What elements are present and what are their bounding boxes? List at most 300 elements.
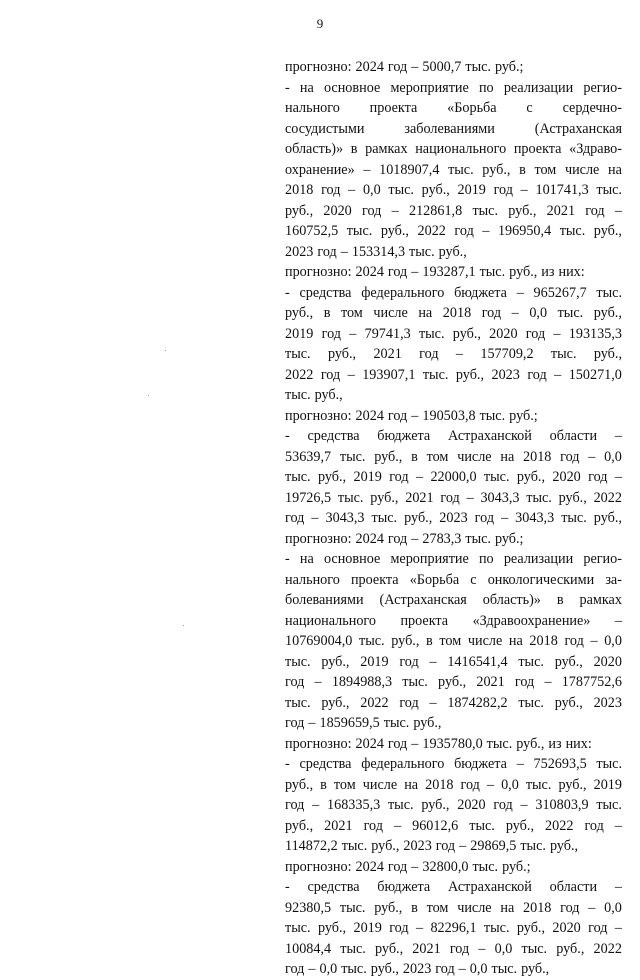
text-word: основное xyxy=(323,79,381,96)
text-word: руб., xyxy=(509,264,538,280)
text-word: - xyxy=(285,79,290,96)
text-word: 153314,3 xyxy=(351,243,406,260)
text-word: год xyxy=(525,325,546,342)
text-word: 2019 xyxy=(457,182,486,198)
text-word: – xyxy=(349,325,357,342)
text-word: – xyxy=(554,366,562,383)
text-word: – xyxy=(411,858,419,875)
text-word: 92380,5 xyxy=(285,899,332,916)
text-word: руб., xyxy=(380,223,409,239)
text-word: - xyxy=(285,284,290,301)
text-word: 2018 xyxy=(285,182,314,198)
text-word: 101741,3 xyxy=(535,182,589,198)
text-word: с xyxy=(470,571,477,588)
text-word: тыс. xyxy=(346,223,373,239)
text-word: год xyxy=(285,961,305,977)
text-word: – xyxy=(411,407,419,424)
text-word: 3043,3 xyxy=(480,489,520,506)
text-word: заболеваниями xyxy=(404,120,495,137)
text-word: 1935780,0 xyxy=(422,735,483,752)
text-word: бюджета xyxy=(377,428,431,444)
text-line xyxy=(285,406,622,427)
text-word: руб., xyxy=(549,838,579,854)
text-line xyxy=(285,918,622,939)
text-word: руб., xyxy=(521,961,550,977)
text-line xyxy=(285,734,622,755)
text-word: 2020 xyxy=(457,797,486,813)
text-word: тыс. xyxy=(521,940,548,957)
text-word: – xyxy=(311,510,319,526)
text-word: 2020 xyxy=(489,325,518,342)
text-word: – xyxy=(516,756,524,772)
text-word: проекта xyxy=(400,612,449,629)
text-word: год xyxy=(389,469,409,485)
text-word: 3043,3 xyxy=(515,510,555,526)
text-word: руб., xyxy=(508,202,537,219)
text-line xyxy=(285,508,622,529)
text-word: руб., xyxy=(370,961,399,977)
text-word: год xyxy=(460,776,480,793)
text-line xyxy=(285,570,622,591)
text-word: 2023 xyxy=(593,694,622,711)
text-word: год xyxy=(389,920,409,936)
text-word: 0,0 xyxy=(494,940,513,957)
text-word: бюджета xyxy=(454,756,507,772)
text-word: 3043,3 xyxy=(325,510,365,526)
text-word: 190503,8 xyxy=(422,407,476,424)
text-word: мероприятие xyxy=(390,551,469,567)
text-line xyxy=(285,529,622,550)
text-line xyxy=(285,98,622,119)
text-word: тыс. xyxy=(337,489,364,506)
text-word: - xyxy=(285,879,290,895)
text-word: - xyxy=(285,428,290,444)
text-word: тыс. xyxy=(518,694,544,711)
text-word: руб., xyxy=(375,940,404,957)
text-word: 2018 xyxy=(523,899,552,916)
text-word: – xyxy=(516,284,524,301)
text-word: 2021 xyxy=(412,940,441,957)
text-word: 168335,3 xyxy=(327,797,381,813)
text-word: год xyxy=(527,366,547,383)
text-word: год xyxy=(440,489,460,506)
text-word: проекта xyxy=(369,100,418,116)
text-word: – xyxy=(614,920,622,936)
text-word: руб., xyxy=(505,817,534,834)
text-line xyxy=(285,262,622,283)
text-word: – xyxy=(511,305,519,321)
text-word: руб., xyxy=(314,387,343,403)
text-word: руб., xyxy=(317,920,347,936)
text-word: – xyxy=(411,530,419,547)
text-word: руб., xyxy=(558,489,587,506)
text-line xyxy=(285,939,622,960)
text-word: руб., xyxy=(285,305,314,321)
text-word: тыс. xyxy=(285,346,311,362)
text-word: 2024 xyxy=(355,530,384,547)
text-word: регио- xyxy=(583,79,622,96)
text-word: 79741,3 xyxy=(364,325,411,342)
text-word: 96012,6 xyxy=(412,817,459,834)
text-word: год xyxy=(481,305,502,321)
text-word: руб., xyxy=(593,510,622,526)
text-word: 19726,5 xyxy=(285,489,332,506)
text-word: год xyxy=(493,182,513,198)
text-word: руб.; xyxy=(502,858,531,875)
text-word: – xyxy=(588,899,596,916)
text-word: год xyxy=(454,223,474,239)
text-line xyxy=(285,447,622,468)
text-word: год xyxy=(493,797,513,813)
text-word: 193287,1 xyxy=(422,264,476,280)
text-word: год xyxy=(387,858,408,875)
text-word: – xyxy=(411,59,419,75)
text-line xyxy=(285,877,622,898)
text-word: год xyxy=(449,940,470,957)
text-word: год xyxy=(363,817,383,834)
text-word: тыс. xyxy=(285,387,311,403)
text-word: год xyxy=(399,653,419,670)
text-word: 10769004,0 xyxy=(285,633,353,649)
text-word: – xyxy=(347,366,355,383)
text-word: руб., xyxy=(285,776,314,793)
text-word: год xyxy=(387,59,408,75)
text-line xyxy=(285,201,622,222)
text-word: 196950,4 xyxy=(497,223,552,239)
text-word: – xyxy=(614,469,622,485)
text-word: в xyxy=(350,141,358,157)
text-word: 193135,3 xyxy=(568,325,622,342)
text-word: в xyxy=(411,899,418,916)
text-word: тыс. xyxy=(486,735,513,752)
text-word: – xyxy=(429,653,437,670)
text-word: 2022 xyxy=(593,489,622,506)
text-word: 157709,2 xyxy=(480,346,534,362)
text-word: руб., xyxy=(321,653,350,670)
text-line xyxy=(285,303,622,324)
text-word: руб., xyxy=(413,715,442,731)
text-word: прогнозно: xyxy=(285,530,352,547)
text-word: – xyxy=(411,735,419,752)
text-word: тыс. xyxy=(387,797,414,813)
text-word: реализации xyxy=(503,79,574,96)
text-word: онкологическими xyxy=(487,571,595,588)
text-word: 2024 xyxy=(355,264,384,280)
text-word: 2022 xyxy=(360,694,389,711)
text-word: федерального xyxy=(361,284,445,301)
text-word: прогнозно: xyxy=(285,735,352,752)
text-word: год xyxy=(399,694,419,711)
text-word: тыс. xyxy=(526,489,552,506)
text-word: тыс. xyxy=(483,469,510,485)
text-word: руб., xyxy=(374,448,403,465)
text-word: руб., xyxy=(404,510,433,526)
text-word: тыс. xyxy=(383,715,410,731)
text-word: – xyxy=(312,797,320,813)
text-line xyxy=(285,160,622,181)
text-word: числе xyxy=(457,448,492,465)
text-word: – xyxy=(614,817,622,834)
text-word: (Астраханская xyxy=(379,592,467,608)
text-word: руб., xyxy=(593,305,622,321)
text-word: 1894988,3 xyxy=(331,674,393,690)
text-word: 0,0 xyxy=(604,899,622,916)
text-word: – xyxy=(466,489,474,506)
text-word: с xyxy=(526,100,533,116)
text-word: 2024 xyxy=(355,858,384,875)
text-word: за- xyxy=(605,571,622,588)
text-word: средства xyxy=(307,428,360,444)
text-word: бюджета xyxy=(454,284,507,301)
text-word: тыс. xyxy=(491,961,518,977)
text-word: 0,0 xyxy=(604,448,622,465)
text-line xyxy=(285,816,622,837)
text-word: тыс. xyxy=(557,305,584,321)
text-word: – xyxy=(455,346,463,362)
text-word: – xyxy=(393,817,402,834)
text-word: тыс. xyxy=(479,264,506,280)
text-word: 2019 xyxy=(360,653,389,670)
text-line xyxy=(285,221,622,242)
text-word: 29869,5 xyxy=(470,838,517,854)
text-word: 1874282,2 xyxy=(447,694,508,711)
text-word: 2019 xyxy=(353,920,382,936)
text-word: год xyxy=(317,243,337,260)
text-word: 2019 xyxy=(353,469,382,485)
text-word: 2023 xyxy=(402,961,432,977)
text-line xyxy=(285,754,622,775)
text-word: руб., xyxy=(374,899,403,916)
text-word: Астраханской xyxy=(447,879,532,895)
text-word: руб., xyxy=(438,243,467,260)
text-word: – xyxy=(553,325,561,342)
text-word: руб., xyxy=(421,182,450,198)
text-word: тыс. xyxy=(359,633,385,649)
text-word: 2018 xyxy=(529,633,558,649)
text-word: 2023 xyxy=(491,366,520,383)
text-word: 2024 xyxy=(355,407,384,424)
text-word: руб., xyxy=(421,797,450,813)
text-word: тыс. xyxy=(465,59,491,75)
text-word: – xyxy=(415,469,424,485)
text-word: области xyxy=(549,879,598,895)
text-word: 1416541,4 xyxy=(447,653,508,670)
text-word: год xyxy=(362,202,382,219)
text-line xyxy=(285,713,622,734)
text-word: 5000,7 xyxy=(422,59,462,75)
text-word: том xyxy=(340,305,363,321)
text-word: «Здравоохранение» xyxy=(472,612,591,629)
text-word: 2022 xyxy=(285,366,314,383)
text-word: год xyxy=(435,961,455,977)
text-line xyxy=(285,693,622,714)
text-word: на xyxy=(404,776,419,793)
text-word: числе xyxy=(362,776,398,793)
text-word: 212861,8 xyxy=(408,202,463,219)
text-word: числе xyxy=(457,899,492,916)
text-word: из xyxy=(548,735,562,752)
text-line xyxy=(285,611,622,632)
text-word: – xyxy=(314,674,322,690)
text-word: тыс. xyxy=(371,510,398,526)
text-word: год xyxy=(585,202,605,219)
text-word: руб., xyxy=(371,838,400,854)
text-word: тыс. xyxy=(339,448,366,465)
text-word: 2023 xyxy=(439,510,468,526)
text-word: – xyxy=(520,182,528,198)
text-word: 2783,3 xyxy=(422,530,462,547)
text-word: – xyxy=(458,961,466,977)
text-word: руб., xyxy=(317,469,347,485)
text-line xyxy=(285,488,622,509)
text-word: 82296,1 xyxy=(430,920,477,936)
text-word: тыс. xyxy=(479,407,506,424)
text-word: тыс. xyxy=(525,776,552,793)
text-word: 0,0 xyxy=(319,961,338,977)
text-word: 0,0 xyxy=(604,633,622,649)
text-word: год xyxy=(321,182,341,198)
text-line xyxy=(285,344,622,365)
text-word: область)» xyxy=(482,592,541,608)
text-word: проекта xyxy=(350,571,399,588)
text-word: 0,0 xyxy=(501,776,519,793)
text-word: – xyxy=(482,223,490,239)
text-word: тыс. xyxy=(469,817,495,834)
text-word: тыс. xyxy=(422,366,449,383)
text-word: в xyxy=(556,592,564,608)
text-word: тыс. xyxy=(596,756,622,772)
text-word: на xyxy=(418,305,433,321)
text-line xyxy=(285,78,622,99)
text-word: – xyxy=(429,694,437,711)
text-word: на xyxy=(299,551,314,567)
text-line xyxy=(285,139,622,160)
text-line xyxy=(285,242,622,263)
text-word: (Астраханская xyxy=(534,120,622,137)
text-word: тыс. xyxy=(402,674,428,690)
text-word: руб., xyxy=(593,223,622,239)
text-word: – xyxy=(308,715,316,731)
text-line xyxy=(285,57,622,78)
text-word: 1787752,6 xyxy=(561,674,622,690)
text-word: нального xyxy=(285,571,340,588)
text-word: 2021 xyxy=(405,489,434,506)
text-word: - xyxy=(285,756,290,772)
text-word: руб., xyxy=(321,694,350,711)
text-word: – xyxy=(590,633,598,649)
text-word: тыс. xyxy=(472,202,499,219)
text-word: 0,0 xyxy=(362,182,381,198)
text-word: год xyxy=(387,530,408,547)
text-word: руб.; xyxy=(494,59,524,75)
text-word: средства xyxy=(307,879,360,895)
text-word: 32800,0 xyxy=(422,858,469,875)
text-word: по xyxy=(478,551,494,567)
text-word: сосудистыми xyxy=(285,120,365,137)
text-word: 2022 xyxy=(545,817,574,834)
text-word: числе xyxy=(467,633,503,649)
text-word: из xyxy=(541,264,555,280)
text-word: год xyxy=(560,899,580,916)
text-word: рамках xyxy=(365,141,408,157)
text-word: них: xyxy=(565,735,592,752)
text-line xyxy=(285,365,622,386)
text-word: год xyxy=(285,797,305,813)
text-word: том xyxy=(534,161,557,178)
text-word: на xyxy=(608,161,622,178)
text-word: 2019 xyxy=(285,325,314,342)
text-line xyxy=(285,549,622,570)
text-word: – xyxy=(459,838,467,854)
text-word: год xyxy=(588,920,608,936)
text-word: мероприятие xyxy=(390,79,469,96)
text-word: 2021 xyxy=(476,674,505,690)
text-word: тыс. xyxy=(596,182,622,198)
text-word: – xyxy=(348,182,356,198)
text-line xyxy=(285,467,622,488)
text-word: числе xyxy=(373,305,408,321)
text-word: – xyxy=(308,961,316,977)
text-word: тыс. xyxy=(285,694,311,711)
text-word: «Борьба xyxy=(409,571,460,588)
text-word: год xyxy=(584,817,604,834)
text-word: руб., xyxy=(455,366,485,383)
text-line xyxy=(285,426,622,447)
text-word: 2020 xyxy=(552,469,581,485)
text-word: тыс. xyxy=(596,797,622,813)
text-word: - xyxy=(285,551,290,567)
text-word: том xyxy=(426,448,449,465)
text-word: тыс. xyxy=(409,243,435,260)
text-word: руб., xyxy=(482,161,511,178)
text-word: том xyxy=(333,776,356,793)
text-word: тыс. xyxy=(341,961,367,977)
text-word: тыс. xyxy=(285,920,311,936)
text-word: 2018 xyxy=(425,776,454,793)
text-word: тыс. xyxy=(472,858,499,875)
text-word: год xyxy=(560,448,580,465)
text-word: 193907,1 xyxy=(362,366,416,383)
text-word: на xyxy=(299,79,314,96)
text-word: тыс. xyxy=(388,182,414,198)
text-word: руб., xyxy=(516,920,546,936)
text-line xyxy=(285,631,622,652)
text-word: год xyxy=(474,510,495,526)
text-word: тыс. xyxy=(596,284,622,301)
text-word: руб., xyxy=(516,735,545,752)
text-line xyxy=(285,775,622,796)
text-word: тыс. xyxy=(561,510,587,526)
text-word: руб., xyxy=(593,346,622,362)
text-word: основное xyxy=(323,551,381,567)
text-word: прогнозно: xyxy=(285,407,352,424)
text-word: реализации xyxy=(503,551,574,567)
text-word: 2020 xyxy=(593,653,622,670)
text-word: бюджета xyxy=(377,879,431,895)
text-word: – xyxy=(415,920,424,936)
text-word: 53639,7 xyxy=(285,448,332,465)
text-word: год xyxy=(320,366,341,383)
text-word: на xyxy=(508,633,523,649)
text-word: – xyxy=(614,879,622,895)
text-word: руб., xyxy=(558,776,587,793)
text-word: 2022 xyxy=(593,940,622,957)
text-word: том xyxy=(426,899,449,916)
text-word: – xyxy=(544,674,552,690)
text-word: 965267,7 xyxy=(533,284,587,301)
text-word: 2021 xyxy=(546,202,576,219)
text-word: тыс. xyxy=(518,653,544,670)
